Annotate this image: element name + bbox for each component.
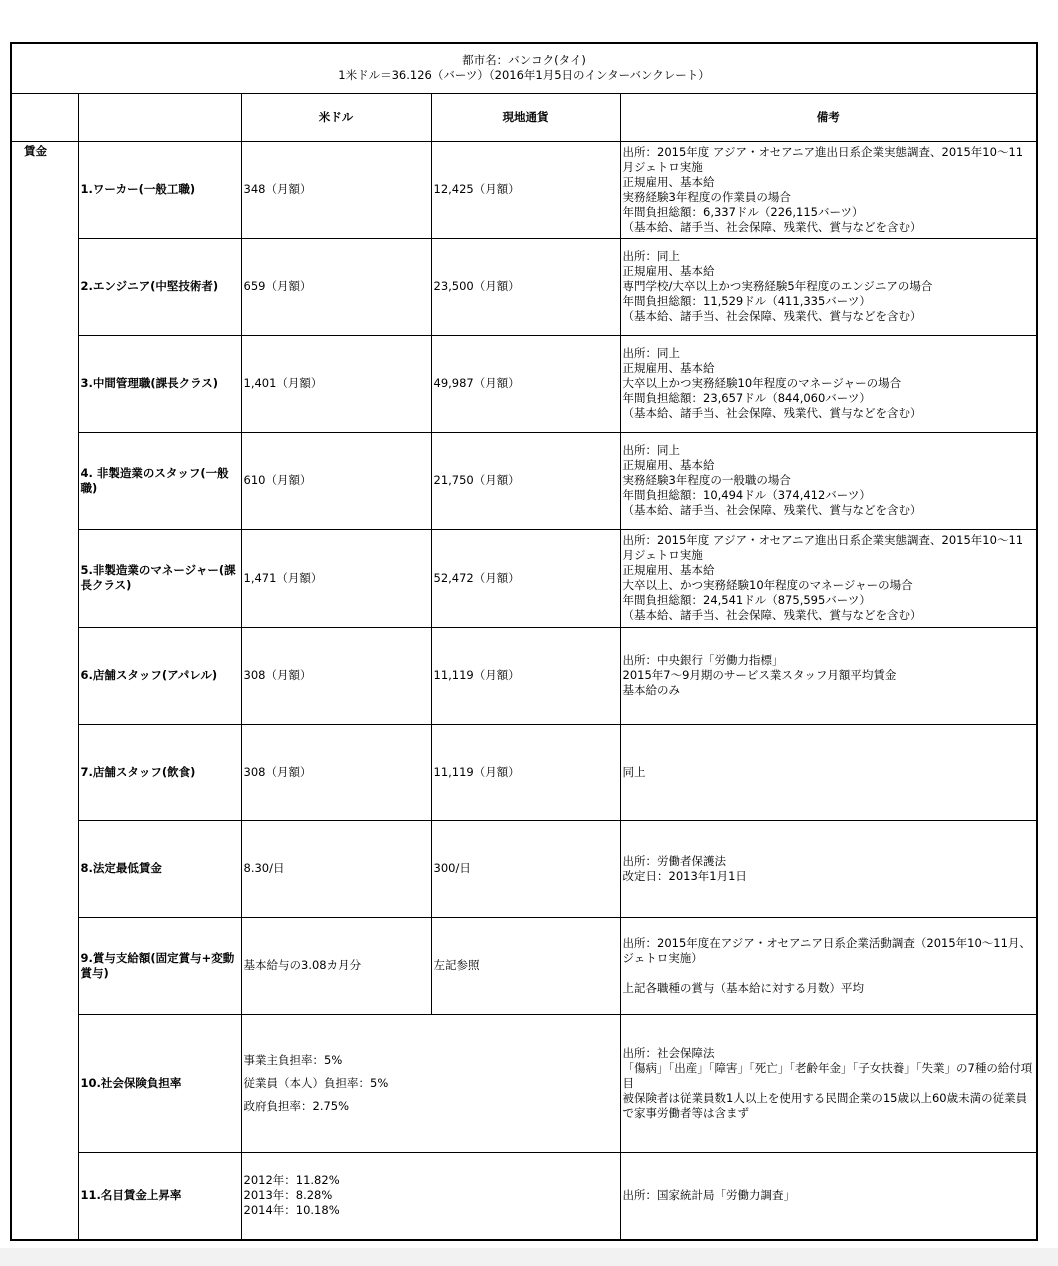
item-name-cell: 4. 非製造業のスタッフ(一般職) [78,432,241,529]
note-line: 出所：2015年度 アジア・オセアニア進出日系企業実態調査、2015年10～11月ジェトロ実施 [622,144,1024,174]
category-label: 賃金 [24,143,47,158]
note-line: 出所：中央銀行「労働力指標」 [622,653,784,667]
note-line: 出所：同上 [622,346,680,360]
local-currency-column-header: 現地通貨 [431,93,620,141]
usd-value-cell: 1,471（月額） [241,529,431,627]
usd-column-header: 米ドル [241,93,431,141]
rate-values-cell [241,1152,620,1240]
item-name-cell: 6.店舗スタッフ(アパレル) [78,627,241,724]
item-name-cell: 3.中間管理職(課長クラス) [78,335,241,432]
note-line: （基本給、諸手当、社会保障、残業代、賞与などを含む） [622,406,922,420]
usd-value-cell: 659（月額） [241,238,431,335]
category-cell [11,141,78,1240]
column-header-row [11,93,1037,141]
note-line: 出所：国家統計局「労働力調査」 [622,1188,795,1203]
usd-value-cell: 基本給与の3.08カ月分 [241,917,431,1014]
local-value-cell: 21,750（月額） [431,432,620,529]
notes-cell [620,1152,1037,1240]
table-row [11,238,1037,335]
blank-header-cell [78,93,241,141]
local-value-cell: 11,119（月額） [431,724,620,820]
table-row [11,917,1037,1014]
note-line: （基本給、諸手当、社会保障、残業代、賞与などを含む） [622,219,922,234]
note-line: 改定日：2013年1月1日 [622,868,747,883]
rate-line: 事業主負担率：5% [243,1052,343,1067]
rate-values-cell [241,1014,620,1152]
note-line: 大卒以上かつ実務経験10年程度のマネージャーの場合 [622,376,902,390]
local-value-cell: 23,500（月額） [431,238,620,335]
note-line: 出所：労働者保護法 [622,853,726,868]
usd-value-cell: 610（月額） [241,432,431,529]
local-value-cell: 52,472（月額） [431,529,620,627]
note-line: 専門学校/大卒以上かつ実務経験5年程度のエンジニアの場合 [622,279,933,293]
table-row [11,627,1037,724]
rate-line: 2012年：11.82% [243,1173,340,1188]
notes-cell [620,820,1037,917]
item-name-cell: 10.社会保険負担率 [78,1014,241,1152]
note-line: 正規雇用、基本給 [622,458,715,472]
blank-header-cell [11,93,78,141]
note-line: 被保険者は従業員数1人以上を使用する民間企業の15歳以上60歳未満の従業員で家事労働者等は含まず [622,1090,1028,1120]
usd-value-cell: 348（月額） [241,141,431,238]
page-footer-band [0,1248,1058,1266]
note-line: 年間負担総額：23,657ドル（844,060バーツ） [622,391,871,405]
item-name-cell: 1.ワーカー(一般工職) [78,141,241,238]
notes-cell [620,335,1037,432]
usd-value-cell: 308（月額） [241,627,431,724]
table-row [11,724,1037,820]
notes-cell [620,432,1037,529]
table-row [11,141,1037,238]
note-line: 「傷病」「出産」「障害」「死亡」「老齢年金」「子女扶養」「失業」の7種の給付項目 [622,1060,1033,1090]
note-line: 実務経験3年程度の一般職の場合 [622,473,791,487]
note-line: 年間負担総額：6,337ドル（226,115バーツ） [622,204,864,219]
note-line: 正規雇用、基本給 [622,264,715,278]
note-line: 年間負担総額：24,541ドル（875,595バーツ） [622,593,871,607]
note-line: 2015年7～9月期のサービス業スタッフ月額平均賃金 [622,668,897,682]
notes-cell [620,917,1037,1014]
item-name-cell: 9.賞与支給額(固定賞与+変動賞与) [78,917,241,1014]
note-line: 大卒以上、かつ実務経験10年程度のマネージャーの場合 [622,578,913,592]
local-value-cell: 300/日 [431,820,620,917]
note-line: 年間負担総額：10,494ドル（374,412バーツ） [622,488,871,502]
notes-cell [620,141,1037,238]
city-name: 都市名：バンコク(タイ) [462,53,586,68]
note-line: 出所：同上 [622,443,680,457]
notes-cell [620,627,1037,724]
note-line: 出所：社会保障法 [622,1045,715,1060]
note-line: 基本給のみ [622,683,680,697]
local-value-cell: 11,119（月額） [431,627,620,724]
note-line: 出所：2015年度 アジア・オセアニア進出日系企業実態調査、2015年10～11月ジェトロ実施 [622,533,1024,562]
note-line: 出所：2015年度在アジア・オセアニア日系企業活動調査（2015年10～11月、ジェトロ実施） [622,935,1031,965]
table-row [11,1152,1037,1240]
title-row [11,43,1037,93]
notes-column-header: 備考 [620,93,1037,141]
table-row [11,432,1037,529]
notes-cell [620,724,1037,820]
rate-line: 従業員（本人）負担率：5% [243,1075,389,1090]
note-line: 同上 [622,764,646,779]
table-row [11,1014,1037,1152]
rate-line: 政府負担率：2.75% [243,1098,350,1113]
note-line: 実務経験3年程度の作業員の場合 [622,189,791,204]
item-name-cell: 11.名目賃金上昇率 [78,1152,241,1240]
notes-cell [620,1014,1037,1152]
table-row [11,820,1037,917]
note-line: 出所：同上 [622,249,680,263]
item-name-cell: 7.店舗スタッフ(飲食) [78,724,241,820]
table-row [11,335,1037,432]
note-line: 年間負担総額：11,529ドル（411,335バーツ） [622,294,871,308]
notes-cell [620,529,1037,627]
note-line: （基本給、諸手当、社会保障、残業代、賞与などを含む） [622,608,922,622]
wage-table [10,42,1038,1241]
usd-value-cell: 1,401（月額） [241,335,431,432]
usd-value-cell: 308（月額） [241,724,431,820]
note-line: （基本給、諸手当、社会保障、残業代、賞与などを含む） [622,503,922,517]
exchange-rate: 1米ドル＝36.126（バーツ）（2016年1月5日のインターバンクレート） [338,68,710,83]
usd-value-cell: 8.30/日 [241,820,431,917]
notes-cell [620,238,1037,335]
local-value-cell: 12,425（月額） [431,141,620,238]
note-line: （基本給、諸手当、社会保障、残業代、賞与などを含む） [622,309,922,323]
item-name-cell: 2.エンジニア(中堅技術者) [78,238,241,335]
note-line: 正規雇用、基本給 [622,174,715,189]
local-value-cell: 左記参照 [431,917,620,1014]
note-line: 上記各職種の賞与（基本給に対する月数）平均 [622,980,864,995]
table-title [11,43,1037,93]
note-line: 正規雇用、基本給 [622,563,715,577]
note-line [623,966,1035,981]
note-line: 正規雇用、基本給 [622,361,715,375]
table-row [11,529,1037,627]
local-value-cell: 49,987（月額） [431,335,620,432]
rate-line: 2014年：10.18% [243,1203,340,1218]
item-name-cell: 5.非製造業のマネージャー(課長クラス) [78,529,241,627]
rate-line: 2013年：8.28% [243,1188,333,1203]
item-name-cell: 8.法定最低賃金 [78,820,241,917]
